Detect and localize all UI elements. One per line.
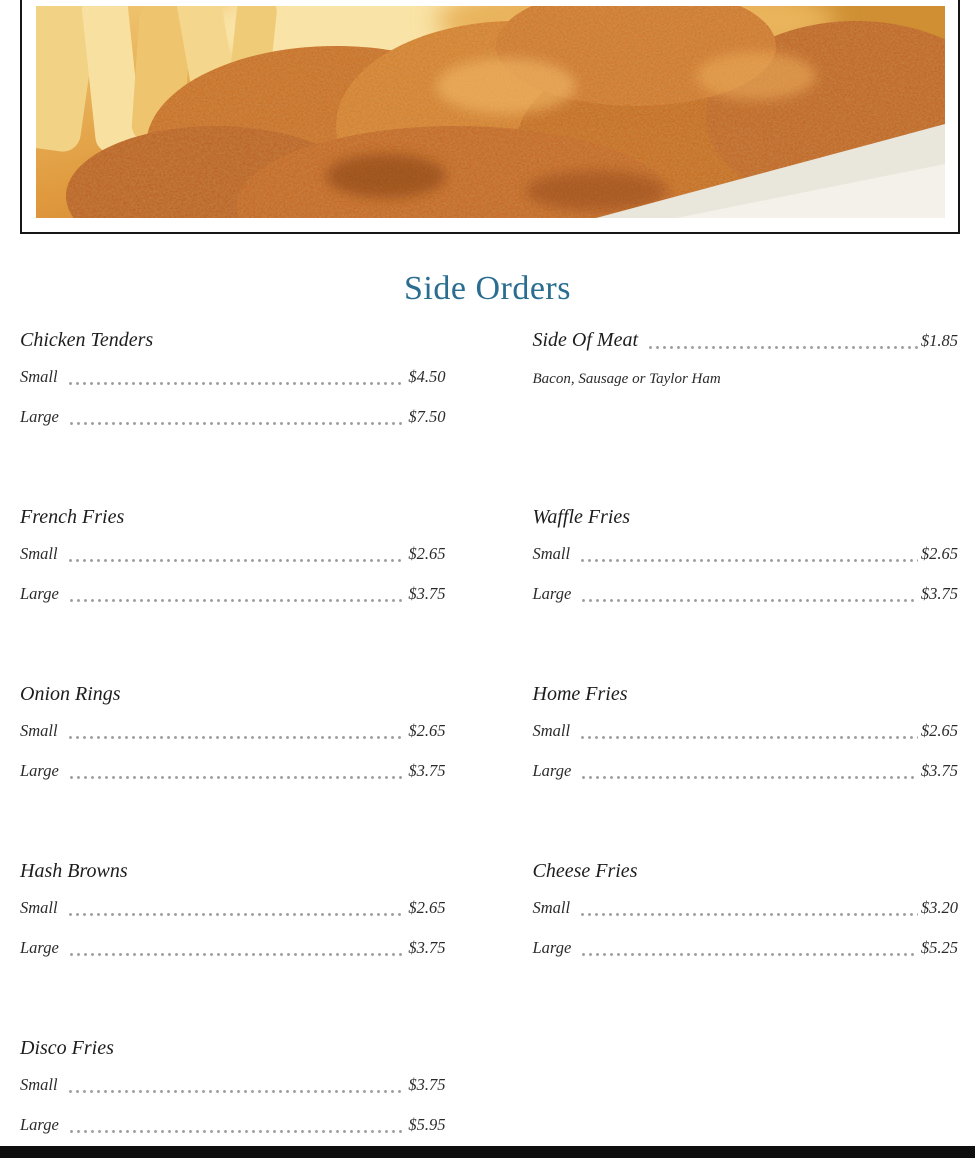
option-label: Small [20,721,58,740]
option-label: Small [532,898,571,917]
dotted-leader [68,419,406,425]
dotted-leader [580,596,918,602]
menu-item-cheese-fries [533,857,959,965]
item-name: Disco Fries [20,1037,114,1059]
page-title: Side Orders [404,270,571,307]
dotted-leader [67,556,406,562]
menu-grid [20,326,958,1142]
option-price: $4.50 [408,367,446,386]
option-row [20,367,446,394]
dotted-leader [67,733,406,739]
option-row [20,1075,446,1102]
item-name: Hash Browns [20,860,128,882]
dotted-leader [67,379,406,385]
menu-item-hash-browns [20,857,446,965]
option-price: $3.75 [408,761,446,780]
option-row [20,584,446,611]
option-row [20,407,446,434]
dotted-leader [67,1087,406,1093]
option-price: $3.75 [408,584,446,603]
option-row [20,721,446,748]
option-price: $2.65 [920,721,958,740]
option-row [20,1115,446,1142]
option-label: Large [20,938,59,957]
item-name: Cheese Fries [532,860,638,882]
option-price: $3.75 [920,761,958,780]
dotted-leader [580,950,918,956]
option-price: $3.20 [920,898,958,917]
menu-item-side-of-meat [533,326,959,434]
menu-item-waffle-fries [533,503,959,611]
option-row [20,544,446,571]
option-label: Small [532,721,571,740]
option-price: $2.65 [920,544,958,563]
option-label: Large [20,761,59,780]
option-label: Large [20,584,59,603]
option-price: $3.75 [920,584,958,603]
option-label: Small [20,1075,58,1094]
option-row [533,898,959,925]
option-label: Large [532,938,572,957]
item-name: Side Of Meat [532,329,639,351]
option-label: Large [20,1115,59,1134]
dotted-leader [68,950,406,956]
option-price: $5.25 [920,938,958,957]
option-label: Small [20,544,58,563]
dotted-leader [579,556,918,562]
option-label: Small [20,367,58,386]
option-price: $3.75 [408,938,446,957]
item-name: Waffle Fries [532,506,631,528]
menu-item-home-fries [533,680,959,788]
option-label: Large [532,584,572,603]
option-row [20,761,446,788]
option-label: Small [532,544,571,563]
option-row [20,898,446,925]
item-name: Onion Rings [20,683,121,705]
menu-item-onion-rings [20,680,446,788]
item-name: French Fries [20,506,125,528]
option-row [533,544,959,571]
option-price: $7.50 [408,407,446,426]
option-label: Large [532,761,572,780]
option-price: $3.75 [408,1075,446,1094]
dotted-leader [68,1127,406,1133]
option-row [533,761,959,788]
option-price: $2.65 [408,721,446,740]
item-name: Home Fries [532,683,628,705]
dotted-leader [579,733,918,739]
photo-frame [20,0,960,234]
option-price: $5.95 [408,1115,446,1134]
option-row [533,584,959,611]
option-row [533,721,959,748]
dotted-leader [68,596,406,602]
item-name-row [533,326,959,354]
item-name: Chicken Tenders [20,329,154,351]
menu-item-chicken-tenders [20,326,446,434]
option-price: $2.65 [408,898,446,917]
dotted-leader [647,343,918,349]
dotted-leader [68,773,406,779]
option-price: $2.65 [408,544,446,563]
option-row [20,938,446,965]
item-description: Bacon, Sausage or Taylor Ham [532,371,721,387]
option-label: Large [20,407,59,426]
option-label: Small [20,898,58,917]
footer-bar [0,1146,975,1158]
menu-item-disco-fries [20,1034,446,1142]
option-row [533,938,959,965]
dotted-leader [579,910,918,916]
dotted-leader [580,773,918,779]
menu-item-french-fries [20,503,446,611]
item-price: $1.85 [920,331,958,350]
hero-image [36,6,945,218]
dotted-leader [67,910,406,916]
